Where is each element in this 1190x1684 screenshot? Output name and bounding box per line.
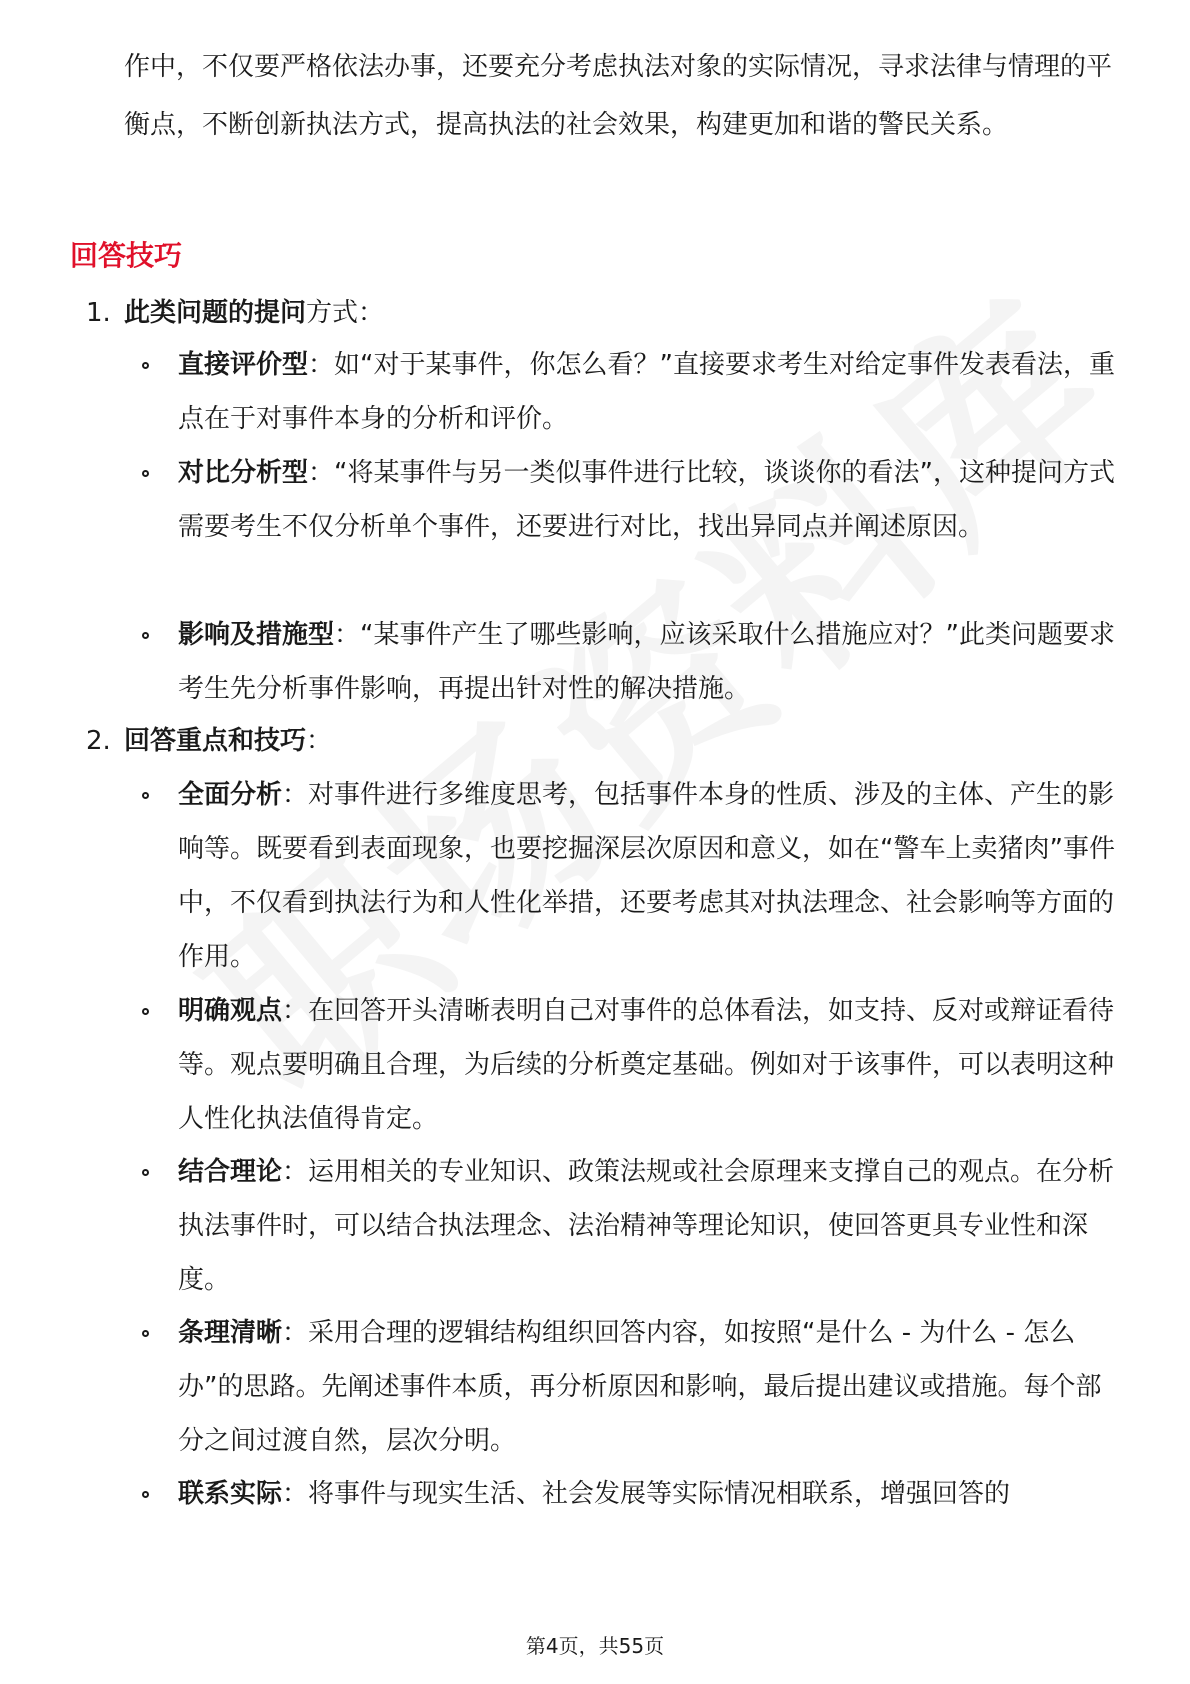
hollow-bullet-icon — [142, 632, 149, 639]
bullet-item — [126, 768, 1126, 984]
list-title-bold: 回答重点和技巧 — [124, 726, 307, 756]
bullet-text: ：将事件与现实生活、社会发展等实际情况相联系，增强回答的 — [282, 1479, 1011, 1509]
bullet-item — [126, 1467, 1126, 1521]
bullet-item — [126, 446, 1126, 554]
bullet-text: ：采用合理的逻辑结构组织回答内容，如按照“是什么 - 为什么 - 怎么办”的思路。先阐述事件本质，再分析原因和影响，最后提出建议或措施。每个部分之间过渡自然，层次分明。 — [178, 1318, 1102, 1456]
bullet-term: 全面分析 — [178, 780, 283, 810]
list-title-rest: 方式： — [306, 298, 385, 328]
hollow-bullet-icon — [142, 792, 149, 799]
hollow-bullet-icon — [142, 1330, 149, 1337]
bullet-text: ：运用相关的专业知识、政策法规或社会原理来支撑自己的观点。在分析执法事件时，可以结合执法理念、法治精神等理论知识，使回答更具专业性和深度。 — [178, 1157, 1115, 1295]
bullet-term: 明确观点 — [178, 996, 283, 1026]
bullet-text: ：“某事件产生了哪些影响，应该采取什么措施应对？”此类问题要求考生先分析事件影响，再提出针对性的解决措施。 — [178, 620, 1115, 704]
bullet-item — [126, 984, 1126, 1146]
bullet-text: ：“将某事件与另一类似事件进行比较，谈谈你的看法”，这种提问方式需要考生不仅分析单个事件，还要进行对比，找出异同点并阐述原因。 — [178, 458, 1115, 542]
hollow-bullet-icon — [142, 1169, 149, 1176]
intro-paragraph: 作中，不仅要严格依法办事，还要充分考虑执法对象的实际情况，寻求法律与情理的平衡点，不断创新执法方式，提高执法的社会效果，构建更加和谐的警民关系。 — [124, 52, 1113, 140]
hollow-bullet-icon — [142, 1008, 149, 1015]
bullet-text: ：对事件进行多维度思考，包括事件本身的性质、涉及的主体、产生的影响等。既要看到表面现象，也要挖掘深层次原因和意义，如在“警车上卖猪肉”事件中，不仅看到执法行为和人性化举措，还要考虑其对执法理念、社会影响等方面的作用。 — [178, 780, 1115, 972]
bullet-text: ：在回答开头清晰表明自己对事件的总体看法，如支持、反对或辩证看待等。观点要明确且合理，为后续的分析奠定基础。例如对于该事件，可以表明这种人性化执法值得肯定。 — [178, 996, 1115, 1134]
list-number: 2. — [86, 726, 111, 756]
page-footer: 第4页，共55页 — [525, 1634, 665, 1658]
hollow-bullet-icon — [142, 1491, 149, 1498]
hollow-bullet-icon — [142, 470, 149, 477]
list-title-rest: ： — [306, 726, 333, 756]
bullet-item — [126, 1306, 1126, 1468]
list-title-bold: 此类问题的提问 — [124, 298, 307, 328]
list-number: 1. — [86, 298, 111, 328]
bullet-item — [126, 1145, 1126, 1307]
list-item-2 — [86, 721, 332, 761]
list-item-1 — [86, 293, 384, 333]
bullet-text: ：如“对于某事件，你怎么看？”直接要求考生对给定事件发表看法，重点在于对事件本身的分析和评价。 — [178, 350, 1115, 434]
bullet-term: 联系实际 — [178, 1479, 283, 1509]
bullet-item — [126, 338, 1126, 446]
bullet-item — [126, 608, 1126, 716]
bullet-term: 结合理论 — [178, 1157, 283, 1187]
section-title: 回答技巧 — [70, 239, 183, 272]
hollow-bullet-icon — [142, 362, 149, 369]
bullet-term: 对比分析型 — [178, 458, 309, 488]
bullet-term: 直接评价型 — [178, 350, 309, 380]
bullet-term: 影响及措施型 — [178, 620, 335, 650]
bullet-term: 条理清晰 — [178, 1318, 283, 1348]
